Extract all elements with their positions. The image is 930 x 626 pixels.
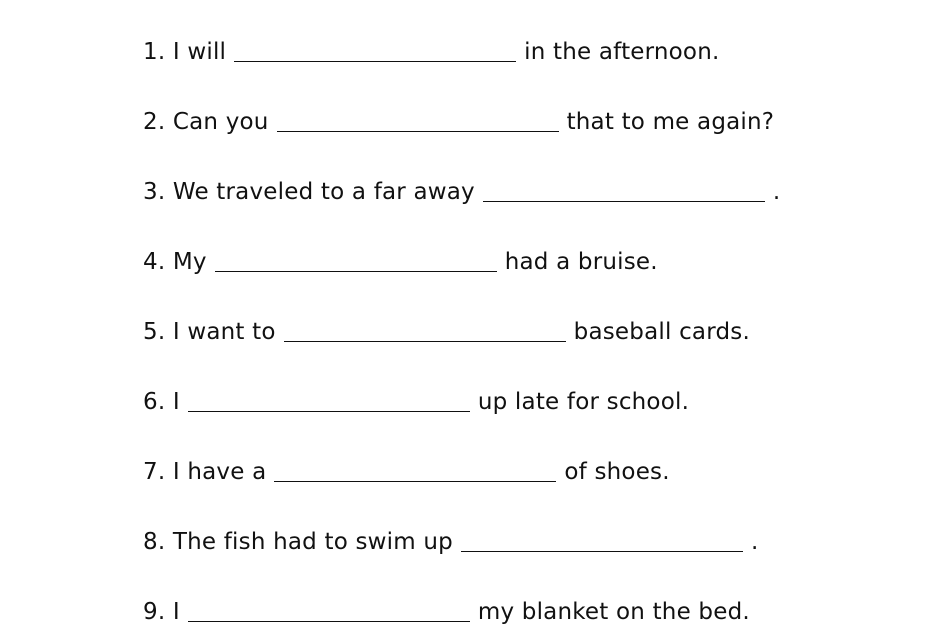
sentence-4-after: had a bruise. bbox=[504, 249, 658, 275]
sentence-9 bbox=[143, 596, 750, 626]
sentence-3 bbox=[143, 176, 780, 206]
sentence-4-blank bbox=[215, 271, 497, 272]
sentence-5-blank bbox=[284, 341, 566, 342]
sentence-6 bbox=[143, 386, 689, 416]
sentence-9-blank bbox=[188, 621, 470, 622]
sentence-2-blank bbox=[277, 131, 559, 132]
sentence-8-after: . bbox=[750, 529, 759, 555]
sentence-7-blank bbox=[274, 481, 556, 482]
sentence-1-before: 1. I will bbox=[143, 39, 227, 65]
sentence-2 bbox=[143, 106, 774, 136]
sentence-4 bbox=[143, 246, 658, 276]
sentence-8-blank bbox=[461, 551, 743, 552]
sentence-4-before: 4. My bbox=[143, 249, 207, 275]
sentence-8 bbox=[143, 526, 758, 556]
sentence-2-after: that to me again? bbox=[566, 109, 775, 135]
sentence-5-after: baseball cards. bbox=[573, 319, 750, 345]
sentence-7-after: of shoes. bbox=[564, 459, 670, 485]
sentence-2-before: 2. Can you bbox=[143, 109, 269, 135]
sentence-1-blank bbox=[234, 61, 516, 62]
sentence-8-before: 8. The fish had to swim up bbox=[143, 529, 453, 555]
sentence-6-before: 6. I bbox=[143, 389, 180, 415]
sentence-1-after: in the afternoon. bbox=[524, 39, 720, 65]
sentence-5 bbox=[143, 316, 750, 346]
sentence-7-before: 7. I have a bbox=[143, 459, 267, 485]
sentence-3-blank bbox=[483, 201, 765, 202]
sentence-3-before: 3. We traveled to a far away bbox=[143, 179, 475, 205]
sentence-1 bbox=[143, 36, 720, 66]
sentence-5-before: 5. I want to bbox=[143, 319, 276, 345]
sentence-6-blank bbox=[188, 411, 470, 412]
sentence-7 bbox=[143, 456, 670, 486]
sentence-9-after: my blanket on the bed. bbox=[477, 599, 750, 625]
sentence-3-after: . bbox=[772, 179, 781, 205]
sentence-9-before: 9. I bbox=[143, 599, 180, 625]
sentence-6-after: up late for school. bbox=[477, 389, 690, 415]
